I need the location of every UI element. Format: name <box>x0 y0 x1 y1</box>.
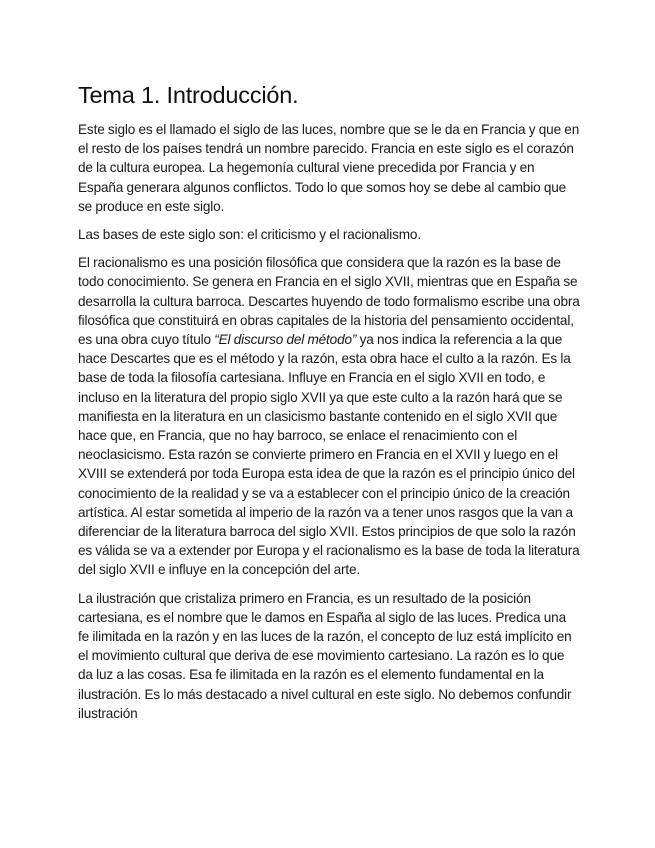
racionalismo-text-end: ya nos indica la referencia a la que hace Descartes que es el método y la razón, esta obra hace el culto a la razón. Es la base de toda la filosofía cartesiana. Influye en Francia en el siglo XVII en todo, e incluso en la literatura del propio siglo XVII ya que este culto a la razón hará que se manifiesta en la literatura en un clasicismo bastante contenido en el siglo XVII que hace que, en Francia, que no hay barroco, se enlace el renacimiento con el neoclasicismo. Esta razón se convierte primero en Francia en el XVII y luego en el XVIII se extenderá por toda Europa esta idea de que la razón es el principio único del conocimiento de la realidad y se va a establecer con el principio único de la creación artística. Al estar sometida al imperio de la razón va a tener unos rasgos que la van a diferenciar de la literatura barroca del siglo XVII. Estos principios de que solo la razón es válida se va a extender por Europa y el racionalismo es la base de toda la literatura del siglo XVII e influye en la concepción del arte. <box>78 332 580 578</box>
book-title-discurso-del-metodo: “El discurso del método” <box>214 332 357 348</box>
paragraph-racionalismo <box>78 253 580 579</box>
document-page <box>78 80 580 732</box>
paragraph-ilustracion: La ilustración que cristaliza primero en Francia, es un resultado de la posición cartesiana, es el nombre que le damos en España al siglo de las luces. Predica una fe ilimitada en la razón y en las luces de la razón, el concepto de luz está implícito en el movimiento cultural que deriva de ese movimiento cartesiano. La razón es lo que da luz a las cosas. Esa fe ilimitada en la razón es el elemento fundamental en la ilustración. Es lo más destacado a nivel cultural en este siglo. No debemos confundir ilustración <box>78 590 572 721</box>
racionalismo-text-start: El racionalismo es una posición filosófica que considera que la razón es la base de todo conocimiento. Se genera en Francia en el siglo XVII, mientras que en España se desarrolla la cultura barroca. Descartes huyendo de todo formalismo escribe una obra filosófica que constituirá en obras capitales de la historia del pensamiento occidental, es una obra cuyo título <box>78 255 580 348</box>
document-title: Tema 1. Introducción. <box>78 82 299 108</box>
paragraph-siglo-de-las-luces: Este siglo es el llamado el siglo de las luces, nombre que se le da en Francia y que en el resto de los países tendrá un nombre parecido. Francia en este siglo es el corazón de la cultura europea. La hegemonía cultural viene precedida por Francia y en España generara algunos conflictos. Todo lo que somos hoy se debe al cambio que se produce en este siglo. <box>78 122 580 214</box>
paragraph-bases-del-siglo: Las bases de este siglo son: el criticismo y el racionalismo. <box>78 227 421 243</box>
